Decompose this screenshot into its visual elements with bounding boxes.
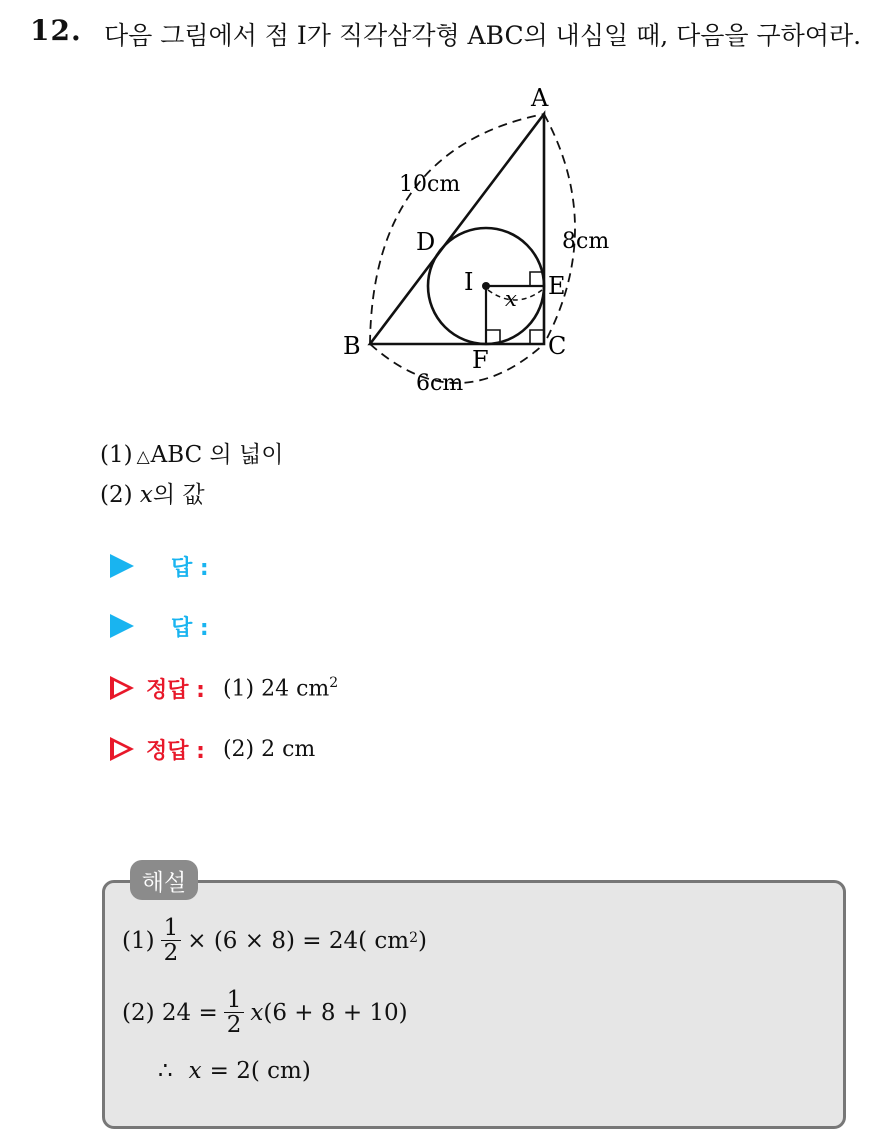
incenter-point — [482, 282, 490, 290]
correct-answer-1-text: (1) 24 cm — [222, 676, 330, 702]
right-angle-c — [530, 330, 544, 344]
label-d: D — [416, 228, 436, 256]
solution-line-3 — [158, 1058, 311, 1084]
length-bc: 6cm — [416, 371, 464, 396]
solution-line-2-var: x — [250, 999, 264, 1026]
play-arrow-icon — [110, 554, 134, 578]
solution-line-1-close: ) — [417, 927, 427, 954]
length-ac: 8cm — [562, 229, 610, 254]
label-x: x — [505, 287, 517, 311]
solution-line-3-rest: = 2( cm) — [209, 1058, 311, 1084]
answer-blank-1[interactable] — [110, 551, 209, 581]
solution-line-2-prefix: (2) 24 = — [122, 999, 218, 1026]
correct-answer-1 — [110, 673, 338, 703]
label-e: E — [548, 272, 566, 300]
answer-label: 답 : — [171, 555, 209, 581]
therefore-symbol: ∴ — [158, 1058, 173, 1084]
denominator: 2 — [163, 940, 179, 967]
sub-question-2-num: (2) — [100, 482, 133, 508]
sub-question-1-num: (1) — [100, 442, 133, 468]
solution-line-1-rest: × (6 × 8) = 24( cm — [187, 927, 410, 954]
solution-line-1-prefix: (1) — [122, 927, 155, 954]
exponent: 2 — [329, 674, 339, 691]
correct-answer-2 — [110, 734, 315, 764]
correct-answer-value: (2) 2 cm — [222, 736, 316, 762]
numerator: 1 — [161, 916, 182, 941]
answer-label: 답 : — [171, 615, 209, 641]
triangle-abc — [370, 114, 544, 344]
sub-question-1 — [100, 436, 284, 469]
solution-line-3-var: x — [188, 1058, 202, 1084]
label-f: F — [472, 346, 489, 374]
solution-line-1 — [122, 916, 427, 965]
fraction-half — [161, 916, 182, 965]
denominator: 2 — [226, 1012, 242, 1039]
answer-blank-2[interactable] — [110, 611, 209, 641]
sub-question-2-var: x — [139, 482, 153, 508]
sub-question-2-text: 의 값 — [152, 482, 205, 508]
length-ab: 10cm — [399, 172, 461, 197]
correct-answer-label: 정답 : — [146, 738, 205, 764]
triangle-figure — [0, 0, 884, 420]
outline-arrow-icon — [110, 676, 134, 700]
label-b: B — [343, 332, 361, 360]
label-c: C — [548, 332, 567, 360]
solution-line-2 — [122, 988, 408, 1037]
exponent: 2 — [409, 930, 418, 946]
question-number: 12. — [30, 14, 82, 47]
solution-tag: 해설 — [130, 860, 198, 900]
correct-answer-value — [223, 675, 338, 701]
fraction-half — [224, 988, 245, 1037]
sub-question-2 — [100, 476, 205, 509]
triangle-symbol: △ — [136, 447, 150, 467]
sub-question-1-text: ABC 의 넓이 — [150, 442, 284, 468]
numerator: 1 — [224, 988, 245, 1013]
outline-arrow-icon — [110, 737, 134, 761]
label-a: A — [531, 84, 549, 112]
label-i: I — [464, 268, 474, 296]
solution-line-2-rest: (6 + 8 + 10) — [263, 999, 408, 1026]
question-text: 다음 그림에서 점 I가 직각삼각형 ABC의 내심일 때, 다음을 구하여라. — [104, 21, 862, 50]
correct-answer-label: 정답 : — [146, 677, 205, 703]
play-arrow-icon — [110, 614, 134, 638]
